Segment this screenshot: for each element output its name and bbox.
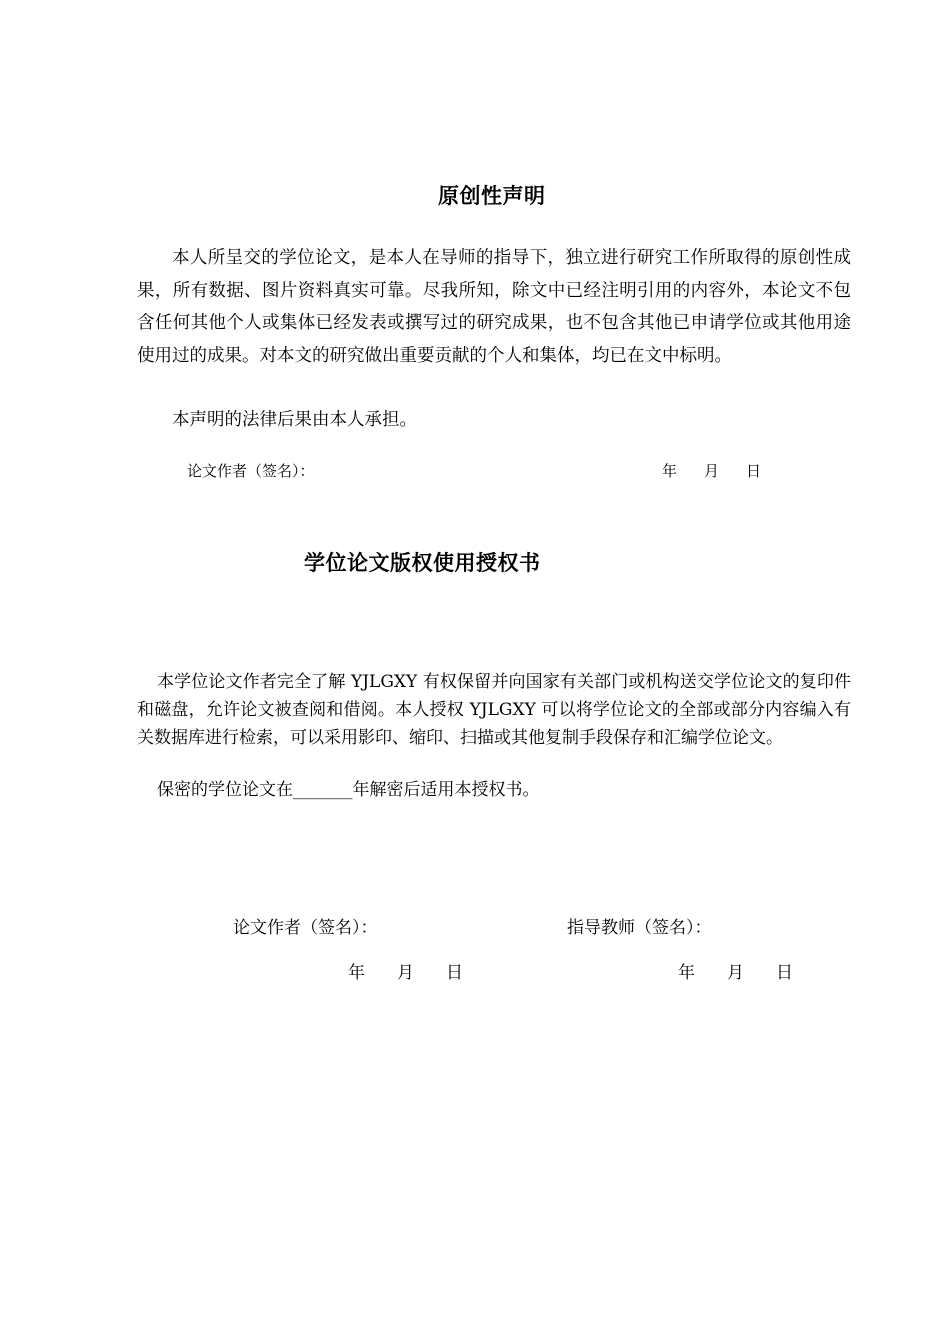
date-month: 月 xyxy=(397,963,414,983)
authorization-advisor-date xyxy=(678,958,793,983)
originality-legal-statement: 本声明的法律后果由本人承担。 xyxy=(172,410,417,430)
date-month: 月 xyxy=(727,963,744,983)
copyright-authorization-body: 本学位论文作者完全了解 YJLGXY 有权保留并向国家有关部门或机构送交学位论文的复印件和磁盘，允许论文被查阅和借阅。本人授权 YJLGXY 可以将学位论文的全部或部分内容编入有关数据库进行检索，可以采用影印、缩印、扫描或其他复制手段保存和汇编学位论文。 xyxy=(137,672,851,748)
date-day: 日 xyxy=(446,963,463,983)
confidential-thesis-statement: 保密的学位论文在_______年解密后适用本授权书。 xyxy=(157,780,540,800)
date-day: 日 xyxy=(746,462,762,480)
copyright-authorization-title: 学位论文版权使用授权书 xyxy=(304,551,541,575)
originality-statement-title: 原创性声明 xyxy=(438,184,546,208)
date-month: 月 xyxy=(704,462,720,480)
date-year: 年 xyxy=(678,963,695,983)
authorization-author-date xyxy=(348,958,463,983)
originality-author-signature-label: 论文作者（签名）： xyxy=(187,462,315,480)
date-year: 年 xyxy=(348,963,365,983)
date-year: 年 xyxy=(662,462,678,480)
originality-signature-date xyxy=(662,460,761,481)
date-day: 日 xyxy=(776,963,793,983)
authorization-advisor-signature-label: 指导教师（签名）： xyxy=(567,918,712,938)
authorization-author-signature-label: 论文作者（签名）： xyxy=(233,918,378,938)
originality-statement-body: 本人所呈交的学位论文，是本人在导师的指导下，独立进行研究工作所取得的原创性成果，所有数据、图片资料真实可靠。尽我所知，除文中已经注明引用的内容外，本论文不包含任何其他个人或集体已经发表或撰写过的研究成果，也不包含其他已申请学位或其他用途使用过的成果。对本文的研究做出重要贡献的个人和集体，均已在文中标明。 xyxy=(137,248,851,366)
